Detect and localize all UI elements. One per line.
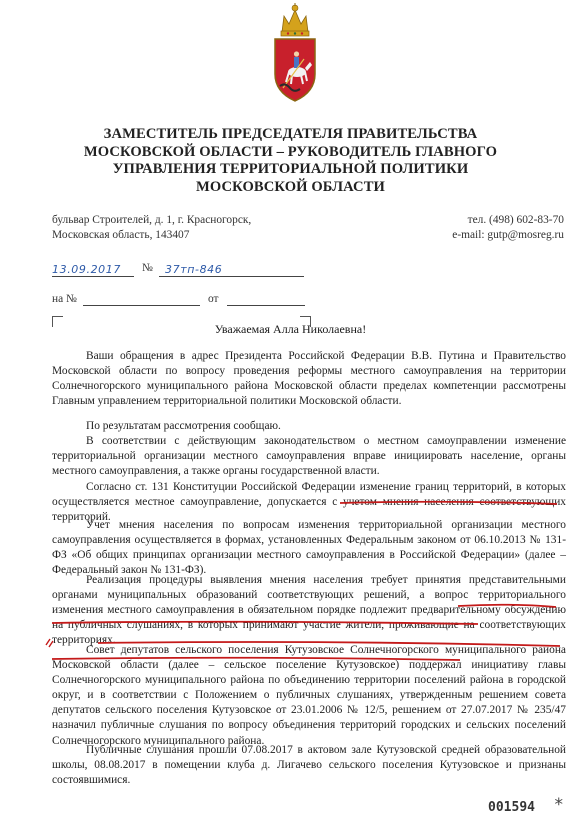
address-line-1: бульвар Строителей, д. 1, г. Красногорск, — [52, 214, 252, 226]
paragraph-1: Ваши обращения в адрес Президента Российской Федерации В.В. Путина и Правительство Московской области по вопросу проведения реформы местного самоуправления на территории Солнечногорского муниципального района Московской области пределах компетенции рассмотрены Главным управлением территориальной политики Московской области. — [52, 350, 566, 408]
paragraph-8: Публичные слушания прошли 07.08.2017 в актовом зале Кутузовской средней образовательной школы, 08.08.2017 в помещении клуба д. Лигачево сельского поселения Кутузовское и признаны состоявшимися. — [52, 744, 566, 787]
underline-mark-2 — [458, 605, 556, 607]
reference-from-label: от — [208, 293, 219, 305]
title-line-4: МОСКОВСКОЙ ОБЛАСТИ — [195, 178, 385, 195]
title-line-3: УПРАВЛЕНИЯ ТЕРРИТОРИАЛЬНОЙ ПОЛИТИКИ — [112, 161, 469, 178]
salutation: Уважаемая Алла Николаевна! — [214, 322, 367, 336]
title-line-2: МОСКОВСКОЙ ОБЛАСТИ – РУКОВОДИТЕЛЬ ГЛАВНОГО — [83, 143, 498, 160]
handwritten-date: 13.09.2017 — [52, 263, 121, 276]
paragraph-4: Согласно ст. 131 Конституции Российской Федерации изменение границ территорий, в которых осуществляется местное самоуправление, допускается с учетом мнения населения соответствующих территорий. — [52, 481, 566, 524]
underline-mark-4 — [98, 642, 560, 646]
address-line-2: Московская область, 143407 — [52, 229, 190, 241]
paragraph-2: По результатам рассмотрения сообщаю. — [86, 420, 281, 432]
paragraph-5: Учет мнения населения по вопросам изменения территориальной организации местного самоуправления осуществляется в формах, установленных Федеральным законом от 06.10.2013 № 131-ФЗ «Об общих принципах организации местного самоуправления в Российской Федерации» (далее – Федеральный закон № 131-ФЗ). — [52, 519, 566, 577]
reference-prefix: на № — [52, 293, 77, 305]
paragraph-6: Реализация процедуры выявления мнения населения требует принятия представительными органами муниципальных образований соответствующих решений, а вопрос территориального изменения местного самоуправления в обязательном порядке подлежит предварительному обсуждению на публичных слушаниях, в которых принимают участие жители, проживающие на соответствующих территориях. — [52, 574, 566, 647]
title-line-1: ЗАМЕСТИТЕЛЬ ПРЕДСЕДАТЕЛЯ ПРАВИТЕЛЬСТВА — [103, 126, 478, 142]
asterisk-mark: * — [554, 795, 563, 815]
underline-mark-5 — [52, 658, 460, 660]
phone-text: тел. (498) 602-83-70 — [467, 214, 564, 226]
document-serial-stamp: 001594 — [488, 800, 535, 815]
paragraph-3: В соответствии с действующим законодательством о местном самоуправлении изменение территориальной организации местного самоуправления вправе инициировать население, органы местного самоуправления, а также органы государственной власти. — [52, 435, 566, 478]
paragraph-sign-mark — [46, 639, 53, 647]
underline-mark-3 — [52, 622, 478, 624]
paragraph-7: Совет депутатов сельского поселения Кутузовское Солнечногорского муниципального района Московской области (далее – сельское поселение Кутузовское) поддержал инициативу главы Солнечногорского муниципального района по объединению территории поселений района в городской округ, и в соответствии с Положением о публичных слушаниях, утвержденным решением совета депутатов сельского поселения Кутузовское от 23.01.2006 № 12/5, решением от 27.07.2017 № 235/47 назначил публичные слушания по вопросу объединения территорий городских и сельских поселений Солнечногорского муниципального района. — [52, 644, 566, 747]
underline-mark-1 — [340, 502, 557, 504]
handwritten-number: 37тп-846 — [165, 263, 223, 276]
email-text: e-mail: gutp@mosreg.ru — [452, 229, 564, 241]
number-sign: № — [142, 262, 153, 274]
